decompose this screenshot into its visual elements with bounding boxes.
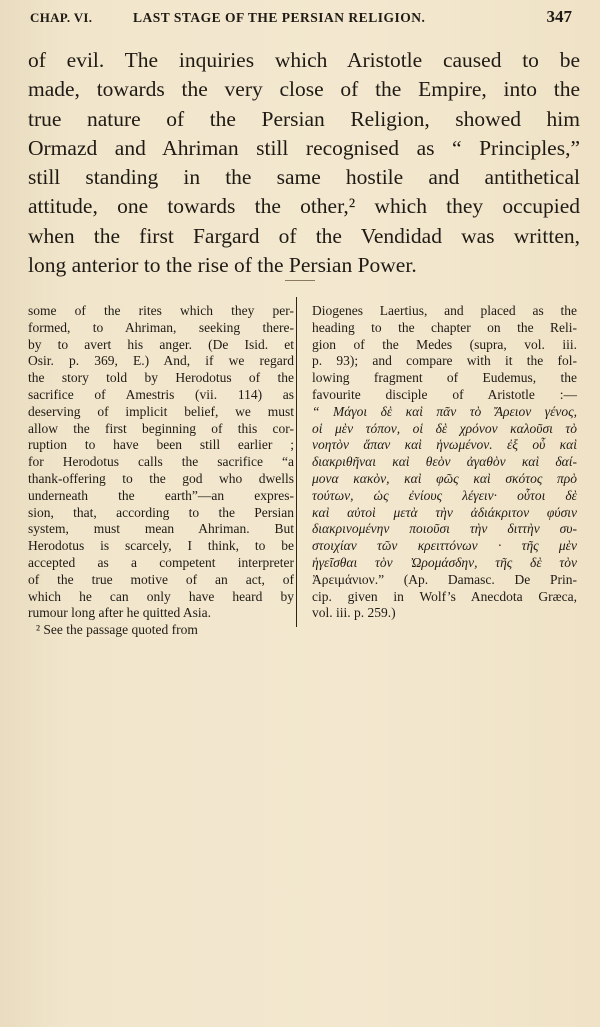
footnote-line: of the true motive of an act, of xyxy=(28,571,294,587)
footnote-greek-line: νοητὸν ἅπαν καὶ ἡνωμένον. ἐξ οὗ καὶ xyxy=(312,437,577,453)
footnote-line: thank-offering to the god who dwells xyxy=(28,470,294,486)
footnote-line: vol. iii. p. 259.) xyxy=(312,605,396,621)
main-line: attitude, one towards the other,² which they occupied xyxy=(28,194,580,219)
section-divider xyxy=(285,280,315,281)
footnote-greek-line: ἡγεῖσθαι τὸν Ὠρομάσδην, τῆς δὲ τὸν xyxy=(312,554,577,570)
footnote-line: some of the rites which they per- xyxy=(28,303,294,318)
chapter-label: CHAP. VI. xyxy=(30,10,93,25)
running-title: LAST STAGE OF THE PERSIAN RELIGION. xyxy=(133,10,426,25)
footnote-line: Ἀρειμάνιον.” (Ap. Damasc. De Prin- xyxy=(312,571,577,587)
main-line: still standing in the same hostile and antithetical xyxy=(28,165,580,190)
page-number: 347 xyxy=(546,7,572,26)
footnote-greek-line: καὶ αὐτοὶ μετὰ τὴν ἀδιάκριτον φύσιν xyxy=(312,504,577,520)
footnotes-right-column xyxy=(312,303,577,622)
footnote-line: lowing fragment of Eudemus, the xyxy=(312,370,577,386)
footnote-greek-line: διακρινομένην ποιοῦσι τὴν διττὴν συ- xyxy=(312,521,577,537)
main-line: Ormazd and Ahriman still recognised as “ Principles,” xyxy=(28,135,580,160)
main-line: made, towards the very close of the Empire, into the xyxy=(28,77,580,102)
footnote-line: the story told by Herodotus of the xyxy=(28,370,294,386)
main-line: long anterior to the rise of the Persian Power. xyxy=(28,253,417,278)
footnote-line: system, must mean Ahriman. But xyxy=(28,521,294,537)
footnote-line: by to avert his anger. (De Isid. et xyxy=(28,336,294,352)
footnote-greek-line: “ Μάγοι δὲ καὶ πᾶν τὸ Ἄρειον γένος, xyxy=(312,403,577,419)
footnote-line: Diogenes Laertius, and placed as the xyxy=(312,303,577,318)
footnote-greek-line: μονα κακὸν, καὶ φῶς καὶ σκότος πρὸ xyxy=(312,470,577,486)
footnote-line: accepted as a competent interpreter xyxy=(28,554,294,570)
footnote-line: allow the first beginning of this cor- xyxy=(28,420,294,436)
footnote-line: sion, that, according to the Persian xyxy=(28,504,294,520)
footnote-greek-line: διακριθῆναι καὶ θεὸν ἀγαθὸν καὶ δαί- xyxy=(312,454,577,470)
main-line: true nature of the Persian Religion, showed him xyxy=(28,106,580,131)
footnote-line: Herodotus is scarcely, I think, to be xyxy=(28,538,294,554)
footnote-line: ruption to have been still earlier ; xyxy=(28,437,294,453)
footnote-line: heading to the chapter on the Reli- xyxy=(312,319,577,335)
footnotes-left-column xyxy=(28,303,294,639)
footnote-line: which he can only have heard by xyxy=(28,588,294,604)
running-header xyxy=(30,6,574,30)
footnote-line: rumour long after he quitted Asia. xyxy=(28,605,211,621)
footnote-line: Osir. p. 369, E.) And, if we regard xyxy=(28,353,294,369)
footnote-greek-line: τούτων, ὡς ἐνίους λέγειν· οὗτοι δὲ xyxy=(312,487,577,503)
main-text xyxy=(28,46,580,280)
footnote-greek-line: στοιχίαν τῶν κρειττόνων · τῆς μὲν xyxy=(312,538,577,554)
footnote-line: ² See the passage quoted from xyxy=(36,622,198,638)
footnote-line: cip. given in Wolf’s Anecdota Græca, xyxy=(312,588,577,604)
footnote-line: formed, to Ahriman, seeking there- xyxy=(28,319,294,335)
footnote-line: for Herodotus calls the sacrifice “a xyxy=(28,454,294,470)
footnote-greek-line: οἱ μὲν τόπον, οἱ δὲ χρόνον καλοῦσι τὸ xyxy=(312,420,577,436)
footnote-line: gion of the Medes (supra, vol. iii. xyxy=(312,336,577,352)
footnote-line: deserving of implicit belief, we must xyxy=(28,403,294,419)
footnote-line: favourite disciple of Aristotle :— xyxy=(312,386,577,402)
footnote-line: underneath the earth”—an expres- xyxy=(28,487,294,503)
main-line: of evil. The inquiries which Aristotle caused to be xyxy=(28,48,580,72)
main-line: when the first Fargard of the Vendidad was written, xyxy=(28,223,580,248)
footnote-column-rule xyxy=(296,297,297,627)
footnote-line: sacrifice of Amestris (vii. 114) as xyxy=(28,386,294,402)
footnote-line: p. 93); and compare with it the fol- xyxy=(312,353,577,369)
